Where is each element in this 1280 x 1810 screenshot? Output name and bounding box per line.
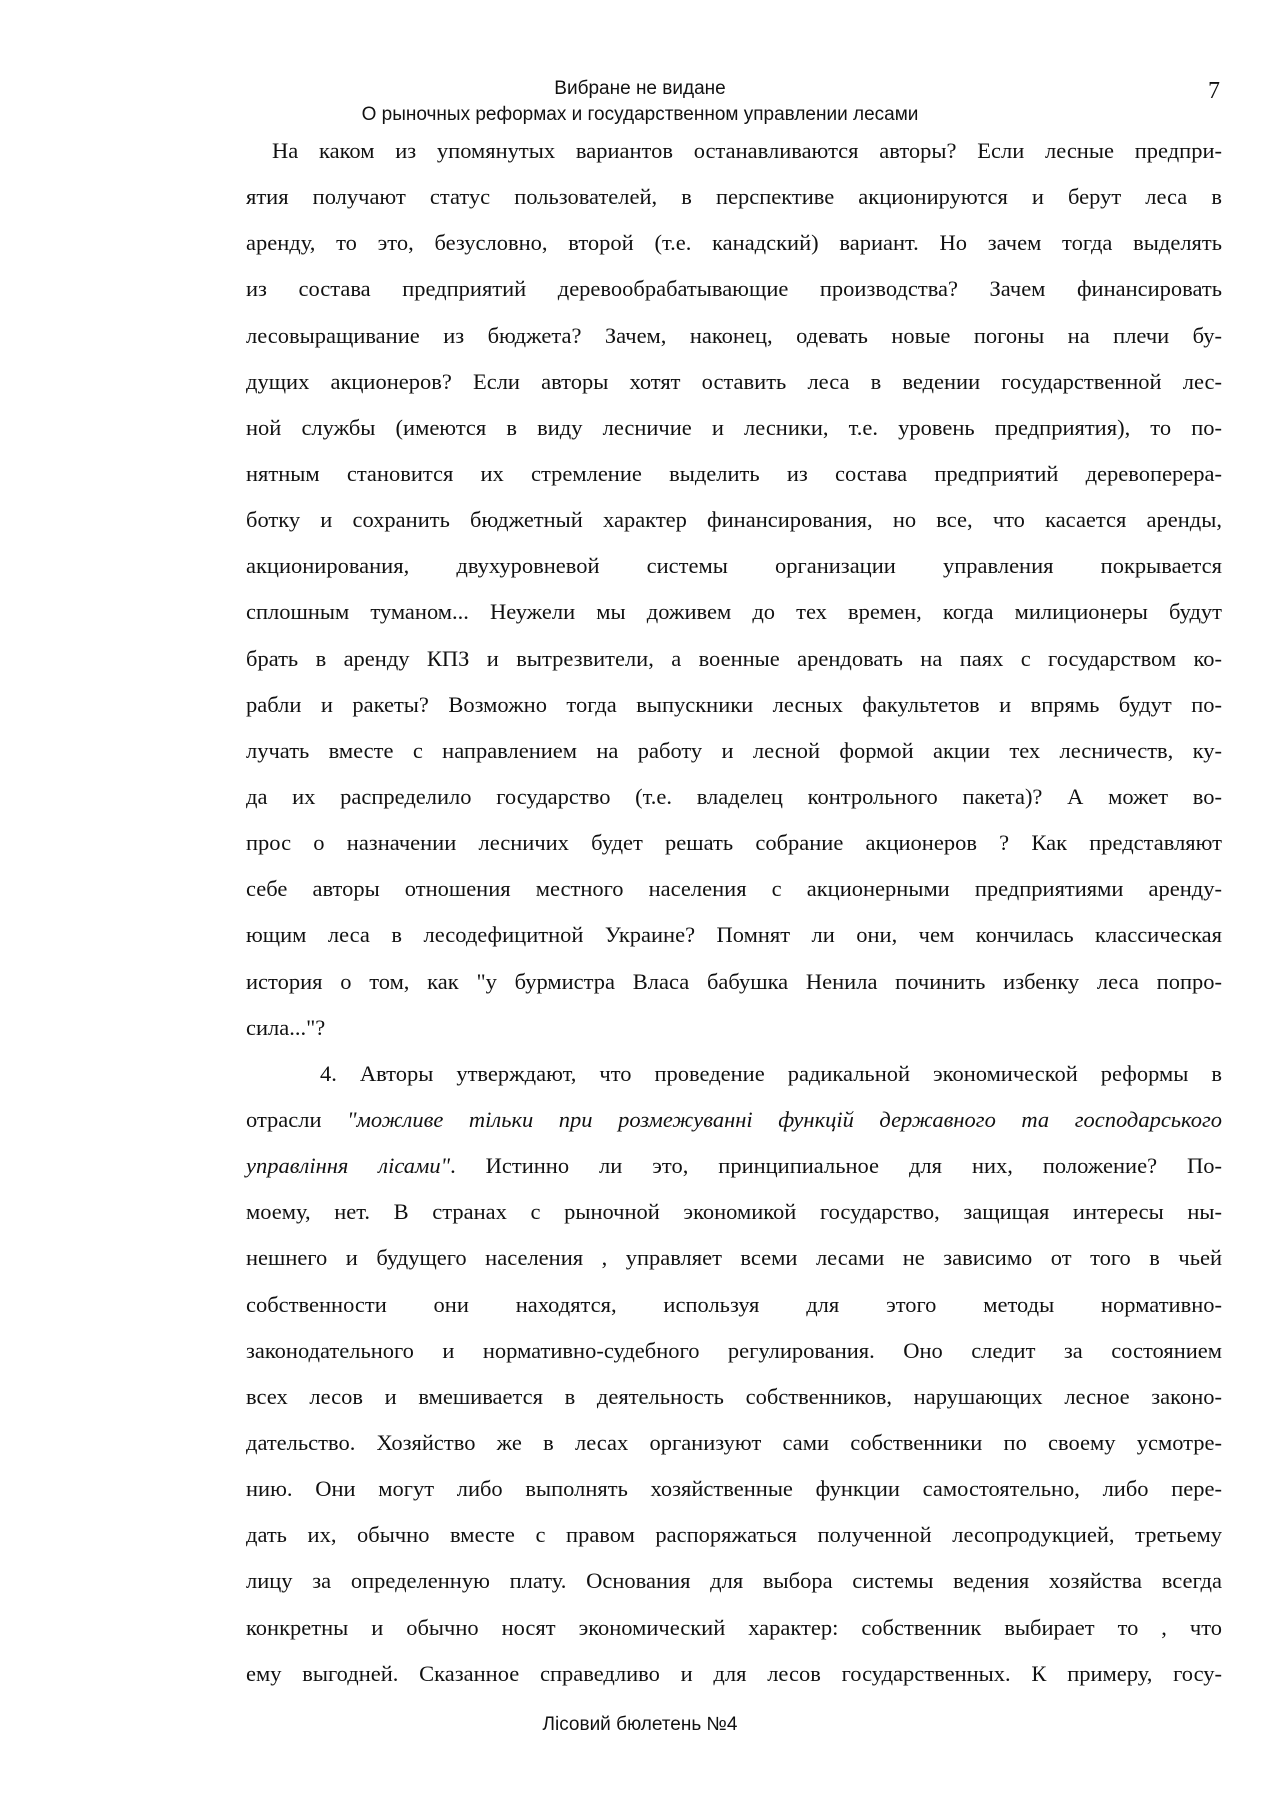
text-line: прос о назначении лесничих будет решать собрание акционеров ? Как представляют (246, 830, 1222, 856)
text-line: ной службы (имеются в виду лесничие и лесники, т.е. уровень предприятия), то по- (246, 414, 1222, 440)
running-header-subtitle: О рыночных реформах и государственном управлении лесами (361, 104, 919, 125)
running-header-title: Вибране не видане (554, 78, 726, 99)
text-line: собственности они находятся, используя для этого методы нормативно- (246, 1291, 1222, 1317)
page-number: 7 (1208, 78, 1220, 104)
text-line: нешнего и будущего населения , управляет всеми лесами не зависимо от того в чьей (246, 1245, 1222, 1271)
text-line: конкретны и обычно носят экономический характер: собственник выбирает то , что (246, 1614, 1222, 1640)
text-line: брать в аренду КПЗ и вытрезвители, а военные арендовать на паях с государством ко- (246, 645, 1222, 671)
text-line: 4. Авторы утверждают, что проведение радикальной экономической реформы в (320, 1060, 1222, 1086)
text-line: всех лесов и вмешивается в деятельность собственников, нарушающих лесное законо- (246, 1383, 1222, 1409)
text-line: да их распределило государство (т.е. владелец контрольного пакета)? А может во- (246, 783, 1222, 809)
text-line: нятным становится их стремление выделить из состава предприятий деревоперера- (246, 460, 1222, 486)
italic-quote: "можливе тільки при розмежуванні функцій державного та господарського (347, 1106, 1222, 1132)
text-line: дать их, обычно вместе с правом распоряжаться полученной лесопродукцией, третьему (246, 1522, 1222, 1548)
text-line: моему, нет. В странах с рыночной экономикой государство, защищая интересы ны- (246, 1199, 1222, 1225)
text-line: лучать вместе с направлением на работу и лесной формой акции тех лесничеств, ку- (246, 737, 1222, 763)
text-line: рабли и ракеты? Возможно тогда выпускники лесных факультетов и впрямь будут по- (246, 691, 1222, 717)
text-line: ботку и сохранить бюджетный характер финансирования, но все, что касается аренды, (246, 507, 1222, 533)
text-segment: отрасли (246, 1106, 348, 1132)
text-line: из состава предприятий деревообрабатывающие производства? Зачем финансировать (246, 276, 1222, 302)
italic-quote: управління лісами" (246, 1153, 451, 1179)
text-line: нию. Они могут либо выполнять хозяйственные функции самостоятельно, либо пере- (246, 1476, 1222, 1502)
body-text (246, 128, 1222, 1697)
text-line: акционирования, двухуровневой системы организации управления покрывается (246, 553, 1222, 579)
text-line: ему выгодней. Сказанное справедливо и для лесов государственных. К примеру, госу- (246, 1660, 1222, 1686)
paragraph-2 (246, 1051, 1222, 1697)
text-line-with-quote (246, 1143, 1222, 1189)
text-line: лесовыращивание из бюджета? Зачем, наконец, одевать новые погоны на плечи бу- (246, 322, 1222, 348)
running-footer: Лісовий бюлетень №4 (542, 1714, 738, 1735)
paragraph-1 (246, 128, 1222, 1051)
text-line-with-quote (246, 1097, 1222, 1143)
text-line: история о том, как "у бурмистра Власа бабушка Ненила починить избенку леса попро- (246, 968, 1222, 994)
text-line: ющим леса в лесодефицитной Украине? Помнят ли они, чем кончилась классическая (246, 922, 1222, 948)
text-line: сплошным туманом... Неужели мы доживем до тех времен, когда милиционеры будут (246, 599, 1222, 625)
text-line: аренду, то это, безусловно, второй (т.е. канадский) вариант. Но зачем тогда выделять (246, 230, 1222, 256)
text-line: лицу за определенную плату. Основания для выбора системы ведения хозяйства всегда (246, 1568, 1222, 1594)
text-line: сила..."? (246, 1014, 326, 1040)
text-line: дательство. Хозяйство же в лесах организуют сами собственники по своему усмотре- (246, 1429, 1222, 1455)
text-segment: . Истинно ли это, принципиальное для них, положение? По- (450, 1153, 1223, 1179)
text-line: себе авторы отношения местного населения с акционерными предприятиями аренду- (246, 876, 1222, 902)
text-line: законодательного и нормативно-судебного регулирования. Оно следит за состоянием (246, 1337, 1222, 1363)
text-line: На каком из упомянутых вариантов останавливаются авторы? Если лесные предпри- (272, 138, 1222, 163)
text-line: ятия получают статус пользователей, в перспективе акционируются и берут леса в (246, 184, 1222, 210)
text-line: дущих акционеров? Если авторы хотят оставить леса в ведении государственной лес- (246, 368, 1222, 394)
